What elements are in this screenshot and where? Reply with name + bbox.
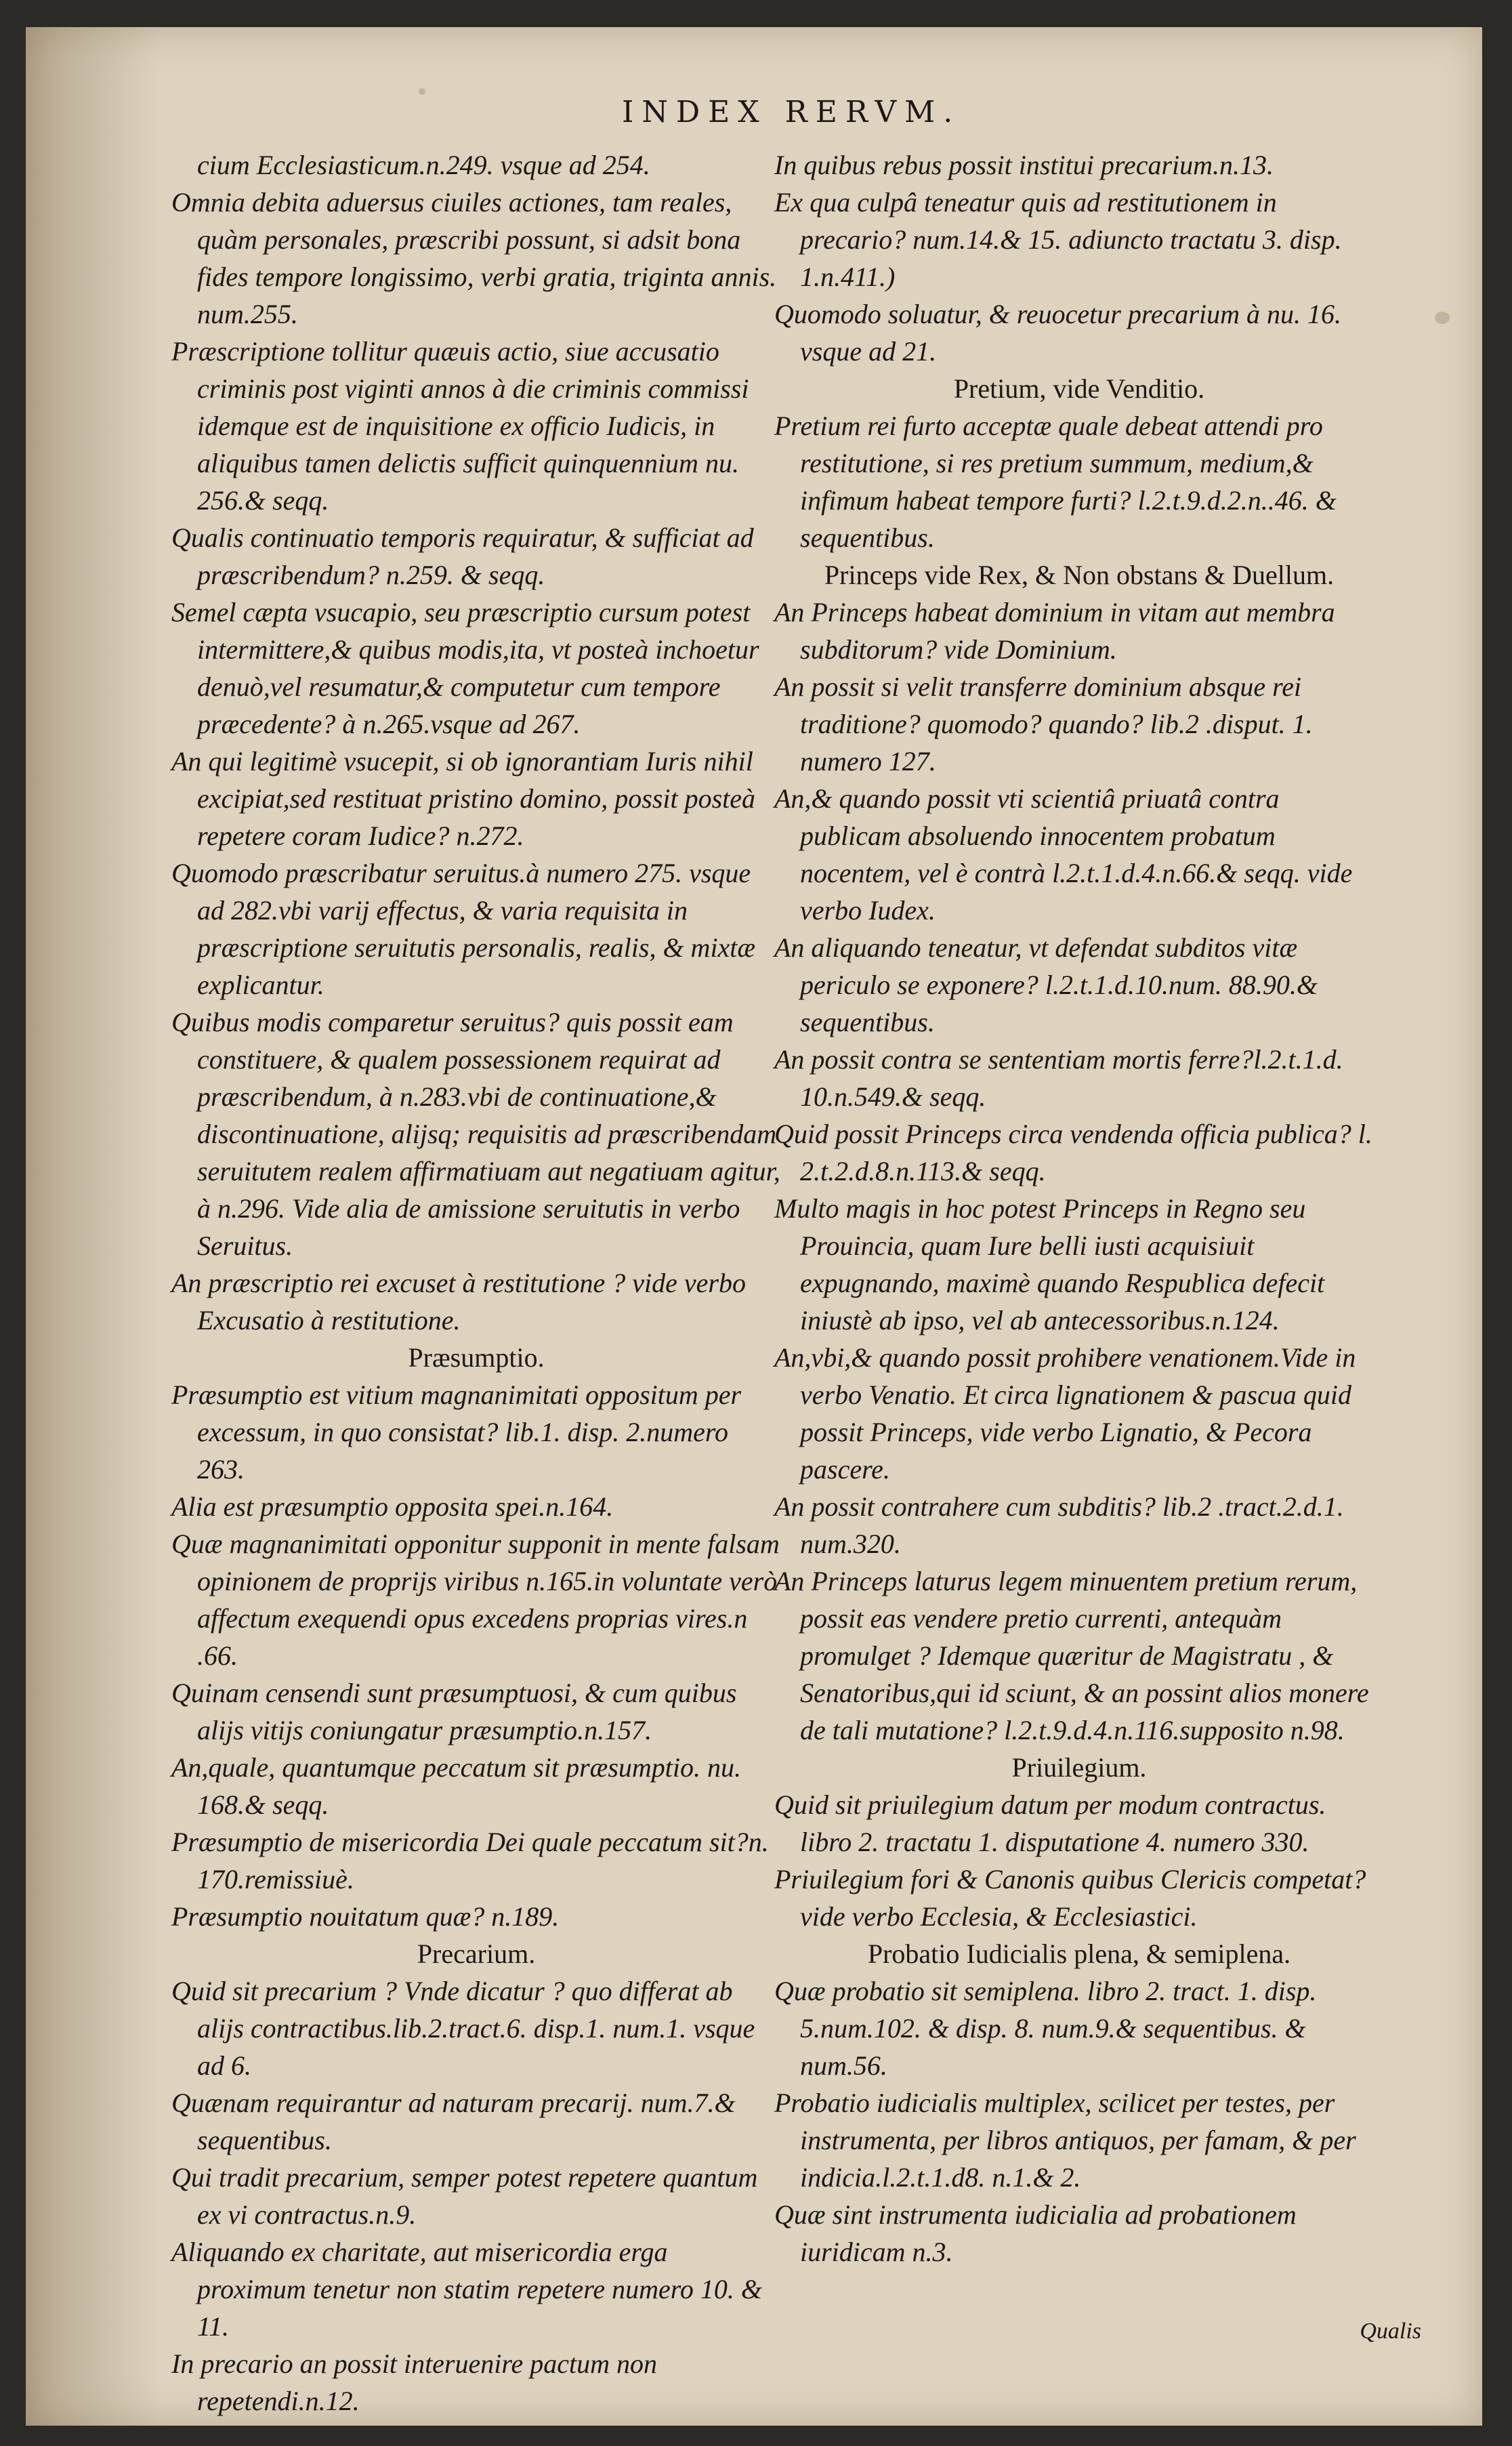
- index-entry: Pretium rei furto acceptæ quale debeat attendi pro restitutione, si res pretium summum, medium,& infimum habeat tempore furti? l.2.t.9.d.2.n..46. & sequentibus.: [774, 411, 1337, 553]
- catchword: Qualis: [1360, 2319, 1421, 2344]
- section-heading: Priuilegium.: [1011, 1752, 1147, 1783]
- index-entry: An,& quando possit vti scientiâ priuatâ contra publicam absoluendo innocentem probatum nocentem, vel è contrà l.2.t.1.d.4.n.66.& seqq. vide verbo Iudex.: [774, 783, 1353, 926]
- index-entry: An possit si velit transferre dominium absque rei traditione? quomodo? quando? lib.2 .disput. 1. numero 127.: [774, 671, 1313, 776]
- book-page: [26, 27, 1482, 2426]
- index-entry: An possit contrahere cum subditis? lib.2 .tract.2.d.1. num.320.: [774, 1491, 1344, 1559]
- index-entry: An qui legitimè vsucepit, si ob ignorantiam Iuris nihil excipiat,sed restituat pristino domino, possit posteà repetere coram Iudice? n.272.: [171, 746, 756, 851]
- index-entry: An præscriptio rei excuset à restitutione ? vide verbo Excusatio à restitutione.: [171, 1268, 746, 1335]
- section-heading: Precarium.: [417, 1939, 536, 1969]
- index-entry: Multo magis in hoc potest Princeps in Regno seu Prouincia, quam Iure belli iusti acquisiuit expugnando, maximè quando Respublica defecit iniustè ab ipso, vel ab antecessoribus.n.124.: [774, 1193, 1325, 1335]
- index-entry: Quæ magnanimitati opponitur supponit in mente falsam opinionem de proprijs viribus n.165.in voluntate verò affectum exequendi opus excedens proprias vires.n .66.: [171, 1529, 780, 1671]
- index-entry: An aliquando teneatur, vt defendat subditos vitæ periculo se exponere? l.2.t.1.d.10.num. 88.90.& sequentibus.: [774, 932, 1318, 1037]
- page-header: INDEX RERVM.: [622, 95, 961, 129]
- index-entry: Præscriptione tollitur quæuis actio, siue accusatio criminis post viginti annos à die criminis commissi idemque est de inquisitione ex officio Iudicis, in aliquibus tamen delictis sufficit quinquennium nu. 256.& seqq.: [171, 336, 749, 516]
- index-entry: Omnia debita aduersus ciuiles actiones, tam reales, quàm personales, præscribi possunt, si adsit bona fides tempore longissimo, verbi gratia, triginta annis. num.255.: [171, 187, 777, 329]
- index-entry: cium Ecclesiasticum.n.249. vsque ad 254.: [197, 150, 650, 180]
- right-column: [774, 146, 1384, 2271]
- index-entry: Præsumptio nouitatum quæ? n.189.: [171, 1901, 560, 1932]
- index-entry: Quæ probatio sit semiplena. libro 2. tract. 1. disp. 5.num.102. & disp. 8. num.9.& sequentibus. & num.56.: [774, 1976, 1317, 2081]
- index-entry: Quinam censendi sunt præsumptuosi, & cum quibus alijs vitijs coniungatur præsumptio.n.157.: [171, 1678, 737, 1745]
- left-column: [171, 146, 781, 2420]
- index-entry: An Princeps habeat dominium in vitam aut membra subditorum? vide Dominium.: [774, 597, 1335, 665]
- section-heading: Præsumptio.: [408, 1342, 545, 1373]
- index-entry: An Princeps laturus legem minuentem pretium rerum, possit eas vendere pretio currenti, antequàm promulget ? Idemque quæritur de Magistratu , & Senatoribus,qui id sciunt, & an possint alios monere de tali mutatione? l.2.t.9.d.4.n.116.supposito n.98.: [774, 1566, 1369, 1745]
- index-entry: Quibus modis comparetur seruitus? quis possit eam constituere, & qualem possessionem requirat ad præscribendum, à n.283.vbi de continuatione,& discontinuatione, alijsq; requisitis ad præscribendam seruitutem realem affirmatiuam aut negatiuam agitur, à n.296. Vide alia de amissione seruitutis in verbo Seruitus.: [171, 1007, 780, 1261]
- index-entry: Præsumptio de misericordia Dei quale peccatum sit?n. 170.remissiuè.: [171, 1827, 769, 1894]
- index-entry: In quibus rebus possit institui precarium.n.13.: [774, 150, 1274, 180]
- index-entry: An,vbi,& quando possit prohibere venationem.Vide in verbo Venatio. Et circa lignationem & pascua quid possit Princeps, vide verbo Lignatio, & Pecora pascere.: [774, 1342, 1356, 1485]
- index-entry: Semel cæpta vsucapio, seu præscriptio cursum potest intermittere,& quibus modis,ita, vt posteà inchoetur denuò,vel resumatur,& computetur cum tempore præcedente? à n.265.vsque ad 267.: [171, 597, 759, 739]
- index-entry: Priuilegium fori & Canonis quibus Clericis competat? vide verbo Ecclesia, & Ecclesiastici.: [774, 1864, 1366, 1932]
- index-entry: Quomodo præscribatur seruitus.à numero 275. vsque ad 282.vbi varij effectus, & varia requisita in præscriptione seruitutis personalis, realis, & mixtæ explicantur.: [171, 858, 756, 1000]
- paper-stain: [1435, 312, 1450, 324]
- index-entry: Præsumptio est vitium magnanimitati oppositum per excessum, in quo consistat? lib.1. disp. 2.numero 263.: [171, 1380, 742, 1485]
- index-entry: Quid possit Princeps circa vendenda officia publica? l. 2.t.2.d.8.n.113.& seqq.: [774, 1119, 1372, 1186]
- index-entry: In precario an possit interuenire pactum non repetendi.n.12.: [171, 2348, 657, 2416]
- index-entry: Quid sit precarium ? Vnde dicatur ? quo differat ab alijs contractibus.lib.2.tract.6. disp.1. num.1. vsque ad 6.: [171, 1976, 755, 2081]
- section-heading: Princeps vide Rex, & Non obstans & Duellum.: [824, 560, 1335, 590]
- index-entry: Quomodo soluatur, & reuocetur precarium à nu. 16. vsque ad 21.: [774, 299, 1341, 367]
- index-entry: An,quale, quantumque peccatum sit præsumptio. nu. 168.& seqq.: [171, 1752, 742, 1820]
- index-entry: Quænam requirantur ad naturam precarij. num.7.& sequentibus.: [171, 2088, 736, 2155]
- paper-stain: [419, 88, 425, 95]
- index-entry: Aliquando ex charitate, aut misericordia erga proximum tenetur non statim repetere numero 10. & 11.: [171, 2237, 762, 2342]
- section-heading: Pretium, vide Venditio.: [953, 373, 1205, 404]
- section-heading: Probatio Iudicialis plena, & semiplena.: [867, 1939, 1291, 1969]
- index-entry: Alia est præsumptio opposita spei.n.164.: [171, 1491, 614, 1522]
- index-entry: Ex qua culpâ teneatur quis ad restitutionem in precario? num.14.& 15. adiuncto tractatu 3. disp. 1.n.411.): [774, 187, 1342, 292]
- index-entry: Qui tradit precarium, semper potest repetere quantum ex vi contractus.n.9.: [171, 2162, 758, 2230]
- index-entry: Quid sit priuilegium datum per modum contractus. libro 2. tractatu 1. disputatione 4. numero 330.: [774, 1789, 1326, 1857]
- index-entry: Quæ sint instrumenta iudicialia ad probationem iuridicam n.3.: [774, 2199, 1297, 2267]
- index-entry: Probatio iudicialis multiplex, scilicet per testes, per instrumenta, per libros antiquos, per famam, & per indicia.l.2.t.1.d8. n.1.& 2.: [774, 2088, 1356, 2193]
- index-entry: Qualis continuatio temporis requiratur, & sufficiat ad præscribendum? n.259. & seqq.: [171, 522, 754, 590]
- index-entry: An possit contra se sententiam mortis ferre?l.2.t.1.d. 10.n.549.& seqq.: [774, 1044, 1343, 1112]
- page-gutter-shadow: [26, 27, 161, 2426]
